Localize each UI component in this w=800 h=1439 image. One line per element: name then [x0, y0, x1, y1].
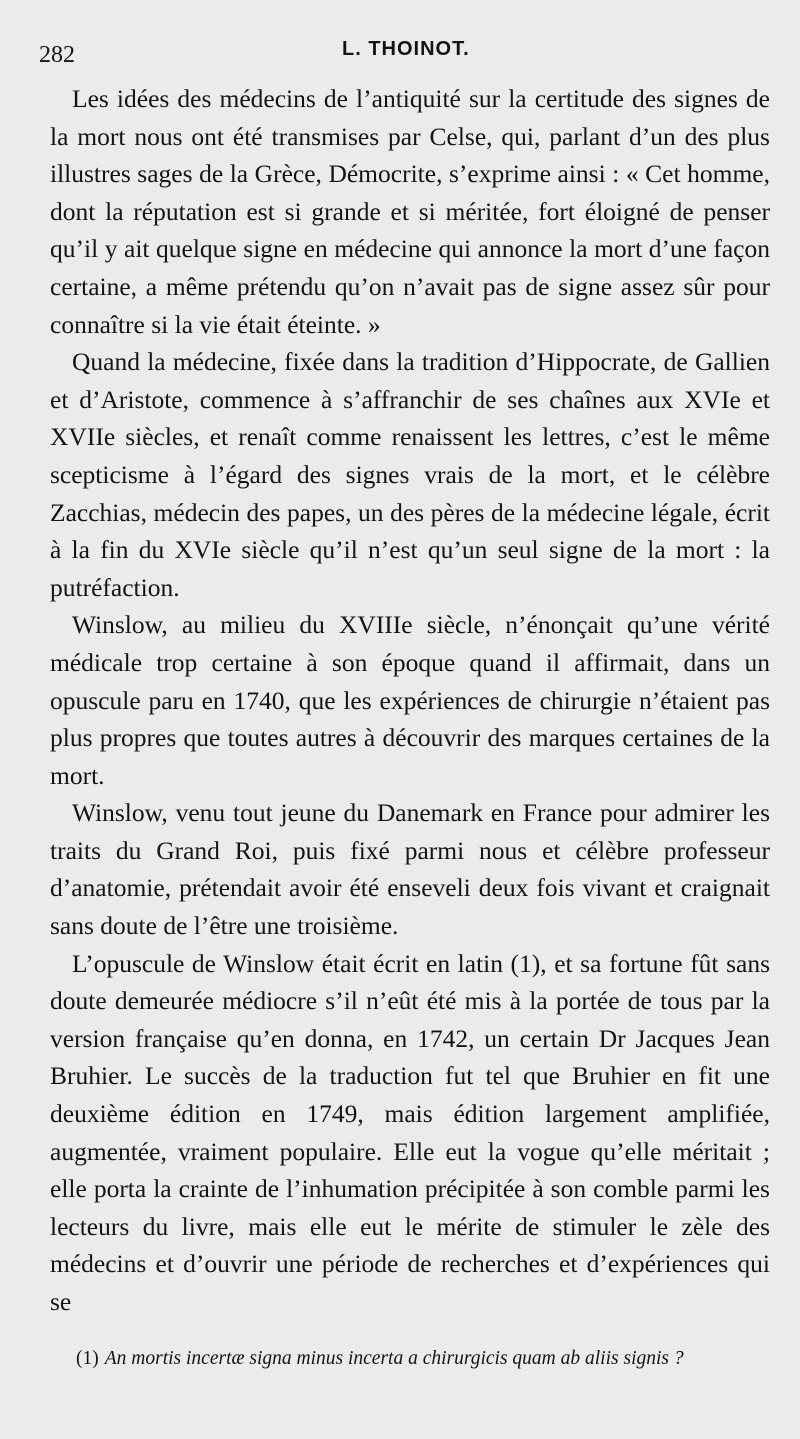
paragraph: Quand la médecine, fixée dans la tradition d’Hippocrate, de Gallien et d’Aristote, commence à s’affranchir de ses chaînes aux XVIe et XVIIe siècles, et renaît comme renaissent les lettres, c’est le même scepticisme à l’égard des signes vrais de la mort, et le célèbre Zacchias, médecin des papes, un des pères de la médecine légale, écrit à la fin du XVIe siècle qu’il n’est qu’un seul signe de la mort : la putréfaction.: [50, 347, 770, 602]
paragraph: L’opuscule de Winslow était écrit en latin (1), et sa fortune fût sans doute demeurée médiocre s’il n’eût été mis à la portée de tous par la version française qu’en donna, en 1742, un certain Dr Jacques Jean Bruhier. Le succès de la traduction fut tel que Bruhier en fit une deuxième édition en 1749, mais édition largement amplifiée, augmentée, vraiment populaire. Elle eut la vogue qu’elle méritait ; elle porta la crainte de l’inhumation précipitée à son comble parmi les lecteurs du livre, mais elle eut le mérite de stimuler le zèle des médecins et d’ouvrir une période de recherches et d’expériences qui se: [50, 948, 770, 1316]
paragraph: Winslow, venu tout jeune du Danemark en France pour admirer les traits du Grand Roi, puis fixé parmi nous et célèbre professeur d’anatomie, prétendait avoir été enseveli deux fois vivant et craignait sans doute de l’être une troisième.: [50, 798, 770, 941]
page-header: [39, 36, 770, 76]
paragraph: Winslow, au milieu du XVIIIe siècle, n’énonçait qu’une vérité médicale trop certaine à son époque quand il affirmait, dans un opuscule paru en 1740, que les expériences de chirurgie n’étaient pas plus propres que toutes autres à découvrir des marques certaines de la mort.: [50, 610, 770, 790]
footnote: [52, 1346, 770, 1372]
footnote-text: An mortis incertæ signa minus incerta a chirurgicis quam ab aliis signis ?: [104, 1348, 684, 1369]
page-number: 282: [39, 42, 75, 68]
paragraph: Les idées des médecins de l’antiquité sur la certitude des signes de la mort nous ont été transmises par Celse, qui, parlant d’un des plus illustres sages de la Grèce, Démocrite, s’exprime ainsi : « Cet homme, dont la réputation est si grande et si méritée, fort éloigné de penser qu’il y ait quelque signe en médecine qui annonce la mort d’une façon certaine, a même prétendu qu’on n’avait pas de signe assez sûr pour connaître si la vie était éteinte. »: [50, 84, 770, 339]
footnote-mark: (1): [76, 1348, 99, 1369]
running-head: L. THOINOT.: [342, 38, 470, 60]
body-text: [50, 80, 770, 1321]
